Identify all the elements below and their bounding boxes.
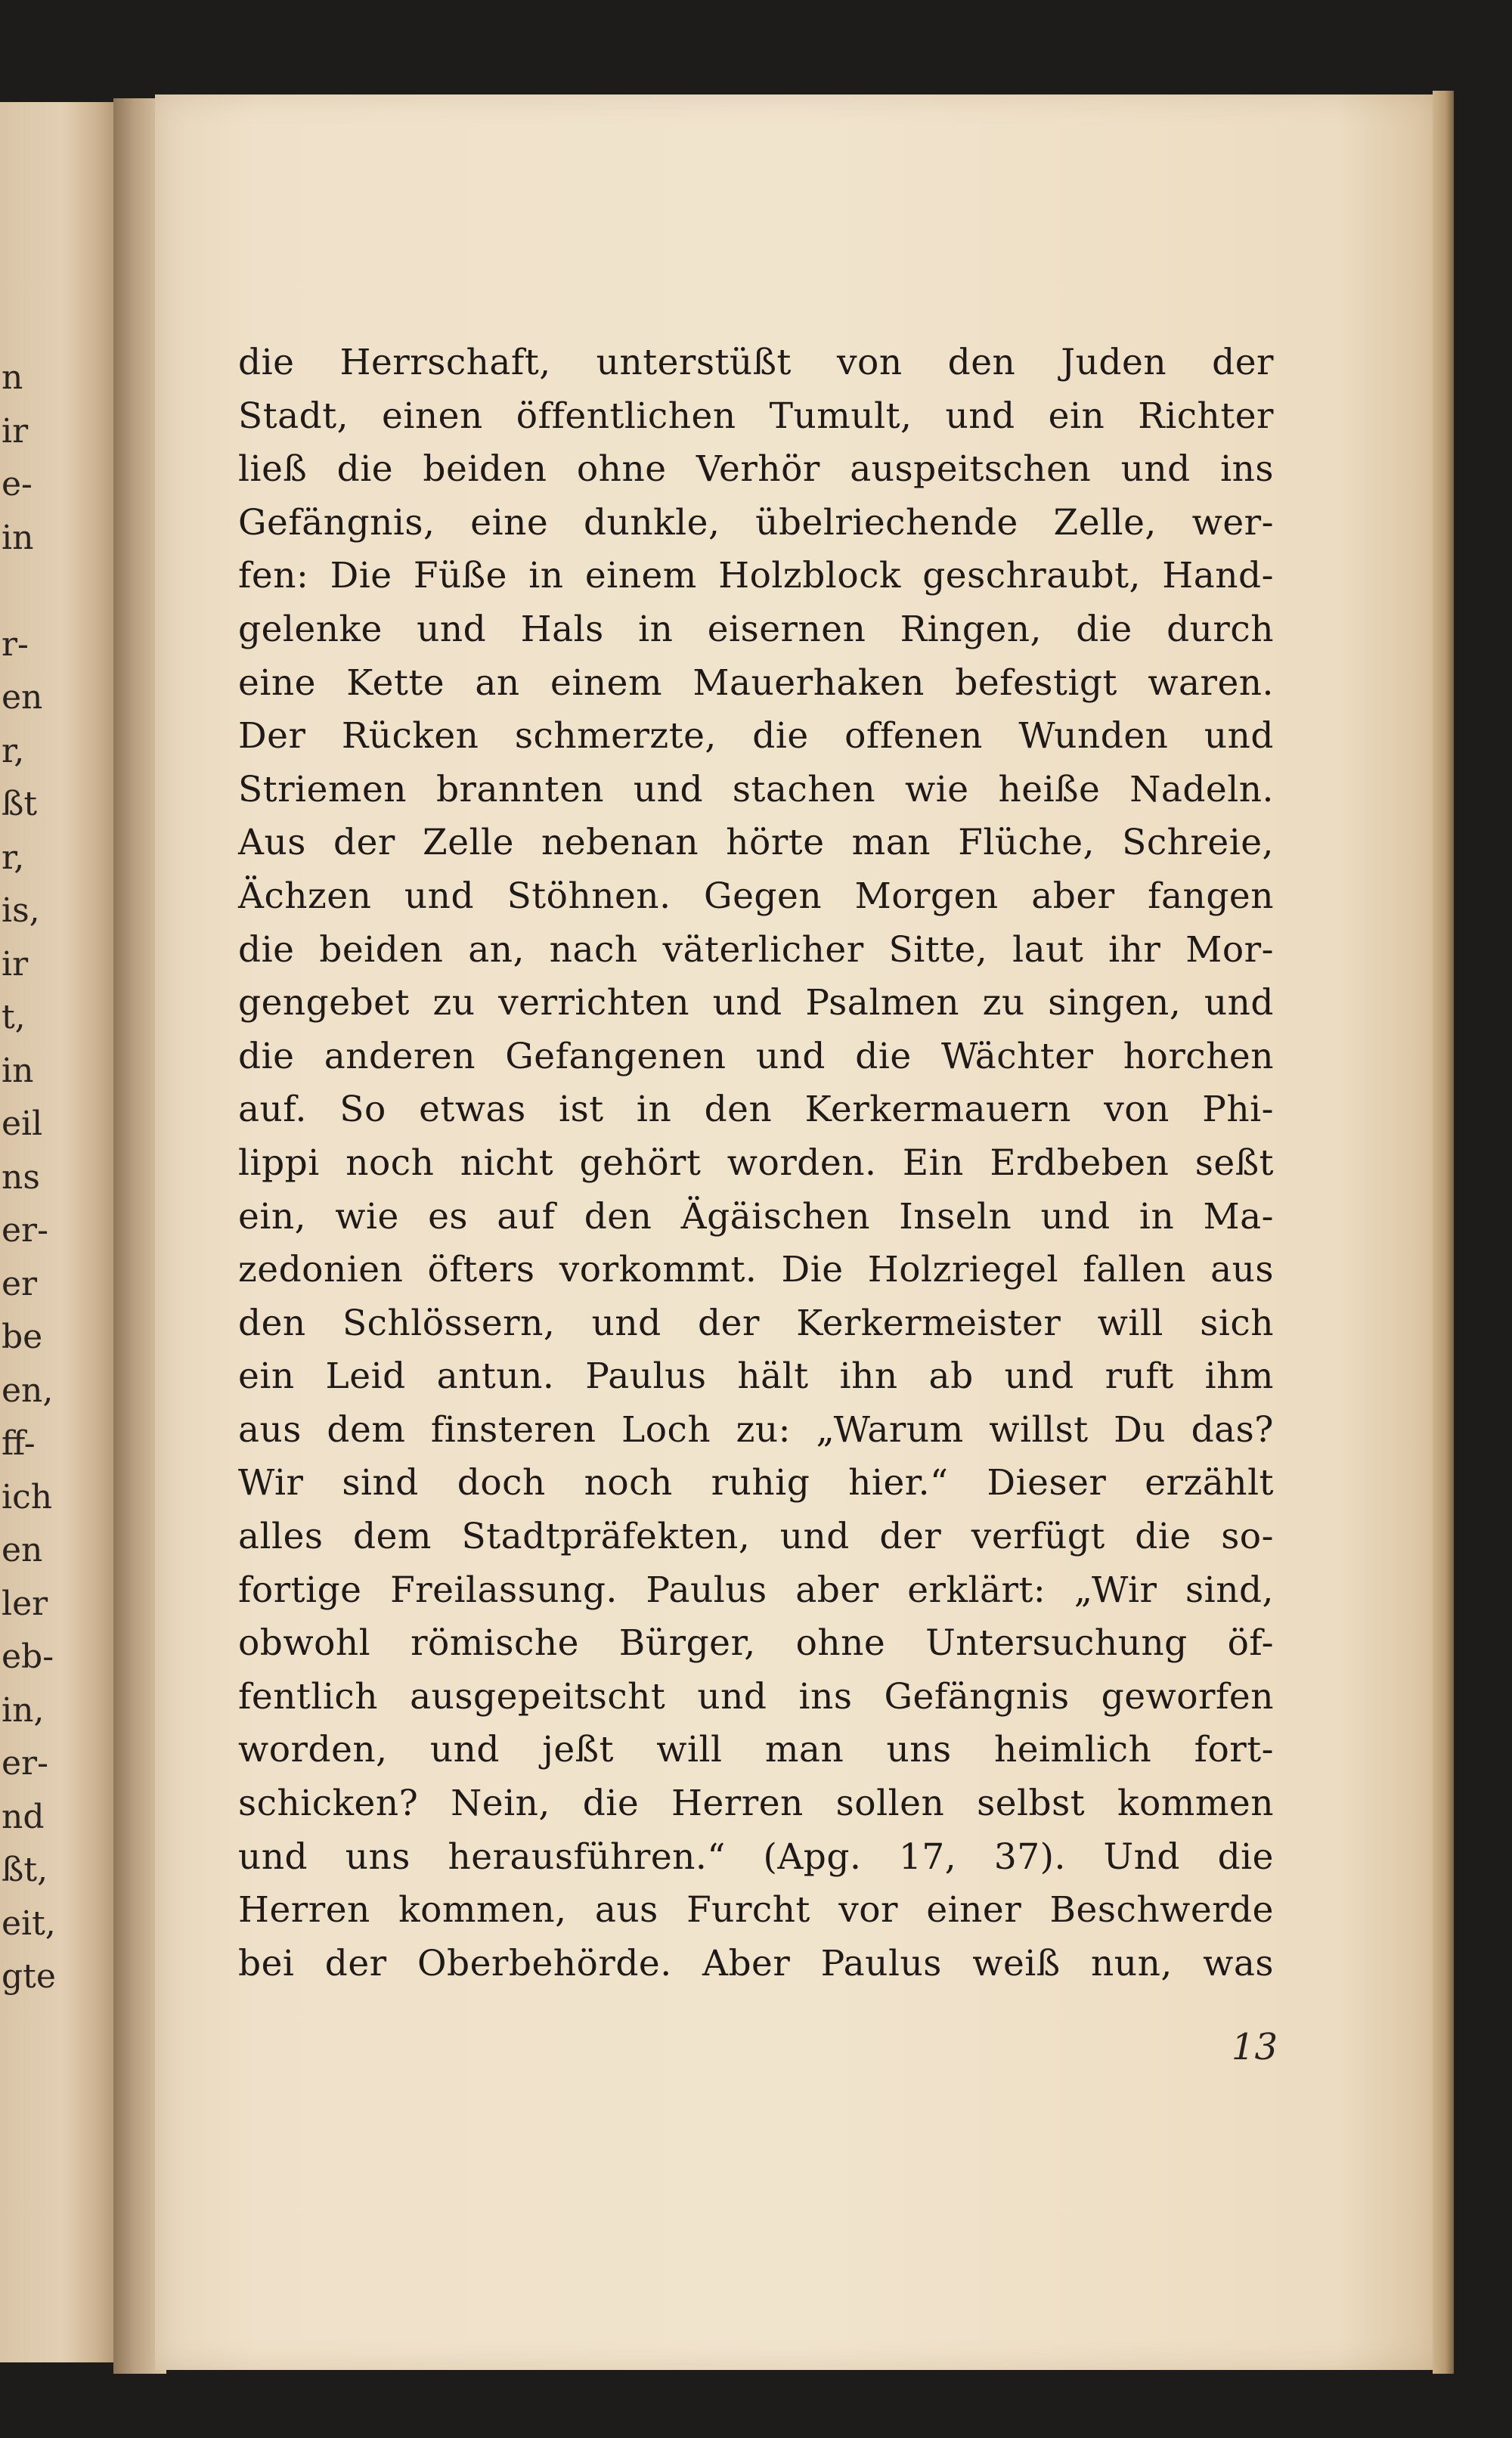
left-fragment: be [2,1318,43,1356]
text-line: zedonien öfters vorkommt. Die Holzriegel fallen aus [238,1249,1274,1291]
left-fragment: n [2,358,23,397]
text-line: die anderen Gefangenen und die Wächter horchen [238,1035,1274,1077]
body-text [238,336,1274,1990]
left-page-text-fragments [0,352,56,2004]
left-fragment: is, [2,891,40,930]
left-fragment: er- [2,1211,48,1250]
left-fragment: en [2,678,43,717]
left-fragment: er- [2,1744,48,1783]
left-fragment: ßt [2,785,38,823]
left-fragment: t, [2,998,26,1036]
left-fragment: r, [2,838,25,877]
text-line: ließ die beiden ohne Verhör auspeitschen und ins [238,448,1274,491]
text-line: den Schlössern, und der Kerkermeister will sich [238,1302,1274,1344]
left-fragment: in [2,1051,34,1090]
left-fragment: r, [2,731,25,770]
left-fragment: ff- [2,1424,36,1463]
left-fragment: ßt, [2,1851,48,1889]
left-fragment: ns [2,1157,40,1197]
text-line: Striemen brannten und stachen wie heiße Nadeln. [238,768,1274,810]
text-line: bei der Oberbehörde. Aber Paulus weiß nun, was [238,1942,1274,1984]
text-line: eine Kette an einem Mauerhaken befestigt waren. [238,661,1274,704]
left-fragment: en [2,1531,43,1569]
text-line: Ächzen und Stöhnen. Gegen Morgen aber fangen [238,875,1274,917]
left-fragment: en, [2,1371,54,1410]
text-line: gengebet zu verrichten und Psalmen zu singen, und [238,982,1274,1024]
left-fragment: eb- [2,1637,54,1676]
text-line: fentlich ausgepeitscht und ins Gefängnis geworfen [238,1675,1274,1718]
text-line: aus dem finsteren Loch zu: „Warum willst Du das? [238,1408,1274,1451]
text-line: schicken? Nein, die Herren sollen selbst kommen [238,1783,1274,1825]
left-fragment: eil [2,1104,43,1143]
text-line: gelenke und Hals in eisernen Ringen, die durch [238,608,1274,650]
text-line: auf. So etwas ist in den Kerkermauern von Phi- [238,1089,1274,1131]
text-line: Gefängnis, eine dunkle, übelriechende Zelle, wer- [238,501,1274,544]
left-fragment: er [2,1264,38,1303]
left-fragment: ich [2,1477,53,1516]
page-number: 13 [1231,2026,1278,2068]
left-page-edge [0,102,113,2362]
text-line: und uns herausführen.“ (Apg. 17, 37). Und die [238,1835,1274,1878]
left-fragment: in, [2,1690,45,1730]
text-line: die Herrschaft, unterstüßt von den Juden der [238,342,1274,383]
left-fragment: r- [2,624,29,664]
left-fragment: nd [2,1797,45,1836]
text-line: Aus der Zelle nebenan hörte man Flüche, Schreie, [238,822,1274,864]
left-fragment: ler [2,1584,48,1623]
text-line: ein Leid antun. Paulus hält ihn ab und ruft ihm [238,1355,1274,1398]
text-line: obwohl römische Bürger, ohne Untersuchung öf- [238,1622,1274,1665]
left-fragment [0,565,45,618]
text-line: Der Rücken schmerzte, die offenen Wunden und [238,715,1274,757]
text-line: alles dem Stadtpräfekten, und der verfügt die so- [238,1516,1274,1558]
left-fragment: ir [2,944,29,984]
left-fragment: ir [2,411,29,451]
text-line: die beiden an, nach väterlicher Sitte, laut ihr Mor- [238,928,1274,971]
text-line: fen: Die Füße in einem Holzblock geschraubt, Hand- [238,555,1274,597]
text-line: worden, und jeßt will man uns heimlich fort- [238,1729,1274,1771]
page-edge [1433,91,1454,2374]
left-fragment: in [2,518,34,557]
text-line: lippi noch nicht gehört worden. Ein Erdbeben seßt [238,1142,1274,1184]
left-fragment: gte [2,1957,56,1996]
text-line: ein, wie es auf den Ägäischen Inseln und in Ma- [238,1195,1274,1238]
text-line: fortige Freilassung. Paulus aber erklärt: „Wir sind, [238,1569,1274,1611]
text-line: Wir sind doch noch ruhig hier.“ Dieser erzählt [238,1462,1274,1504]
left-fragment: eit, [2,1904,56,1943]
text-line: Stadt, einen öffentlichen Tumult, und ein Richter [238,395,1274,437]
left-fragment: e- [2,465,33,503]
text-line: Herren kommen, aus Furcht vor einer Beschwerde [238,1889,1274,1932]
